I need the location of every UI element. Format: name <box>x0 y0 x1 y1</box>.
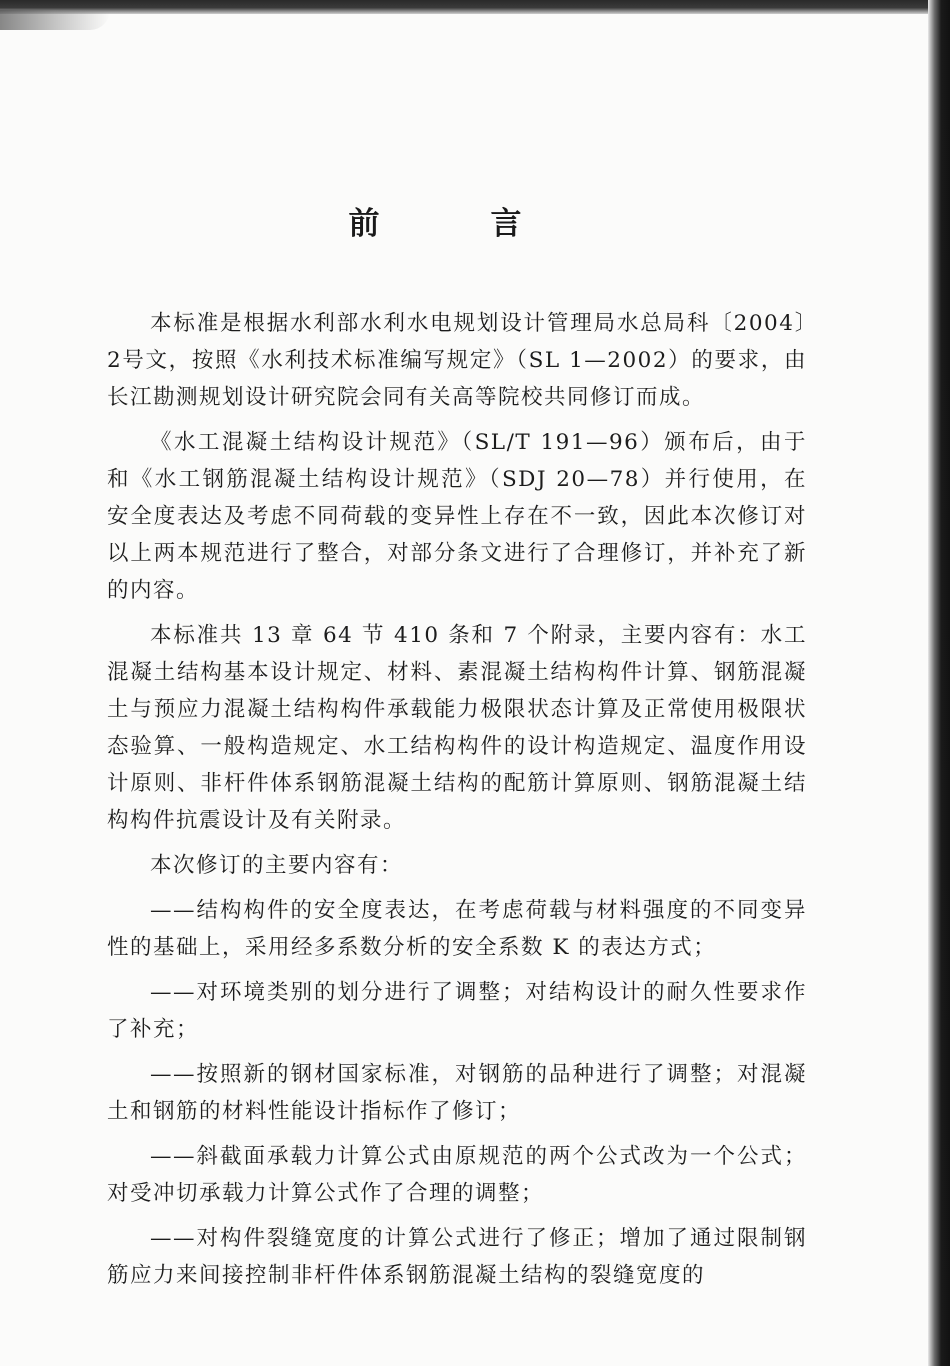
scan-right-edge <box>928 0 950 1366</box>
paragraph: 本次修订的主要内容有： <box>150 853 404 878</box>
preface-body <box>107 305 807 1302</box>
revision-item: ——结构构件的安全度表达，在考虑荷载与材料强度的不同变异性的基础上，采用经多系数分析的安全系数 K 的表达方式； <box>107 898 807 960</box>
revision-item: ——斜截面承载力计算公式由原规范的两个公式改为一个公式；对受冲切承载力计算公式作了合理的调整； <box>107 1144 807 1206</box>
paragraph: 本标准共 13 章 64 节 410 条和 7 个附录，主要内容有：水工混凝土结构基本设计规定、材料、素混凝土结构构件计算、钢筋混凝土与预应力混凝土结构构件承载能力极限状态计算及正常使用极限状态验算、一般构造规定、水工结构构件的设计构造规定、温度作用设计原则、非杆件体系钢筋混凝土结构的配筋计算原则、钢筋混凝土结构构件抗震设计及有关附录。 <box>107 623 807 833</box>
paragraph: 本标准是根据水利部水利水电规划设计管理局水总局科〔2004〕2号文，按照《水利技术标准编写规定》（SL 1—2002）的要求，由长江勘测规划设计研究院会同有关高等院校共同修订而成。 <box>107 311 807 410</box>
scan-smudge <box>0 10 110 30</box>
revision-item: ——对构件裂缝宽度的计算公式进行了修正；增加了通过限制钢筋应力来间接控制非杆件体系钢筋混凝土结构的裂缝宽度的 <box>107 1226 807 1288</box>
page-title: 前 言 <box>348 206 562 242</box>
paragraph: 《水工混凝土结构设计规范》（SL/T 191—96）颁布后，由于和《水工钢筋混凝土结构设计规范》（SDJ 20—78）并行使用，在安全度表达及考虑不同荷载的变异性上存在不一致，因此本次修订对以上两本规范进行了整合，对部分条文进行了合理修订，并补充了新的内容。 <box>107 430 807 603</box>
revision-item: ——对环境类别的划分进行了调整；对结构设计的耐久性要求作了补充； <box>107 980 807 1042</box>
scan-top-shadow <box>0 0 950 14</box>
revision-item: ——按照新的钢材国家标准，对钢筋的品种进行了调整；对混凝土和钢筋的材料性能设计指标作了修订； <box>107 1062 807 1124</box>
